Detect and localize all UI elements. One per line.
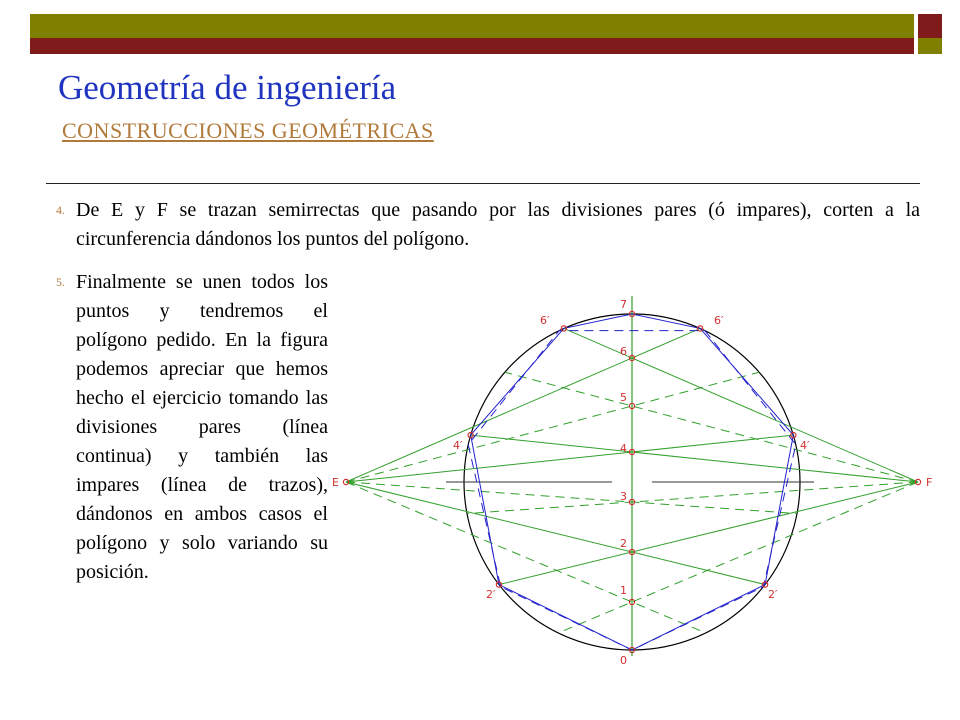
label-2prime-left: 2′: [486, 588, 496, 601]
figure-svg: [332, 288, 950, 668]
top-band-maroon: [30, 38, 914, 54]
polygon-construction-figure: [332, 288, 950, 668]
ray-F-6: [564, 328, 918, 482]
step-5-number: 5.: [56, 275, 65, 289]
top-band-olive: [30, 14, 914, 38]
label-4prime-right: 4′: [800, 439, 810, 452]
step-4-number: 4.: [56, 203, 65, 217]
dashed-ray-F-5: [505, 372, 918, 482]
corner-square-bottom: [918, 38, 942, 54]
corner-square-top: [918, 14, 942, 38]
dashed-ray-E-5: [346, 372, 759, 482]
label-0: 0: [620, 654, 627, 667]
label-4: 4: [620, 442, 627, 455]
construction-lines: [346, 296, 918, 656]
dashed-ray-E-1: [346, 482, 706, 633]
ray-E-6: [346, 328, 700, 482]
corner-square: [918, 14, 942, 54]
label-F: F: [926, 476, 933, 489]
step-4-text: De E y F se trazan semirrectas que pasando por las divisiones pares (ó impares), corten a la circunferencia dándonos los puntos del polígono.: [76, 199, 920, 250]
label-6: 6: [620, 345, 627, 358]
label-6prime-right: 6′: [714, 314, 724, 327]
dashed-ray-F-3: [467, 482, 918, 514]
label-5: 5: [620, 391, 627, 404]
label-2: 2: [620, 537, 627, 550]
step-5-text: Finalmente se unen todos los puntos y tendremos el polígono pedido. En la figura podemos apreciar que hemos hecho el ejercicio tomando las divisiones pares (línea continua) y también las impares (línea de trazos), dándonos en ambos casos el polígono y solo variando su posición.: [76, 271, 328, 583]
label-2prime-right: 2′: [768, 588, 778, 601]
dashed-ray-E-3: [346, 482, 797, 514]
label-E: E: [332, 476, 339, 489]
label-6prime-left: 6′: [540, 314, 550, 327]
step-4: [56, 196, 920, 254]
slide-title: Geometría de ingeniería: [58, 68, 397, 107]
ray-F-4: [471, 435, 918, 482]
label-4prime-left: 4′: [453, 439, 463, 452]
slide-subtitle: CONSTRUCCIONES GEOMÉTRICAS: [62, 118, 434, 143]
dashed-ray-F-1: [558, 482, 918, 633]
label-3: 3: [620, 490, 627, 503]
ray-E-4: [346, 435, 793, 482]
top-decorative-bar: [30, 14, 914, 54]
label-1: 1: [620, 584, 627, 597]
divider-rule: [46, 183, 920, 184]
step-5: [56, 268, 328, 587]
label-7: 7: [620, 298, 627, 311]
